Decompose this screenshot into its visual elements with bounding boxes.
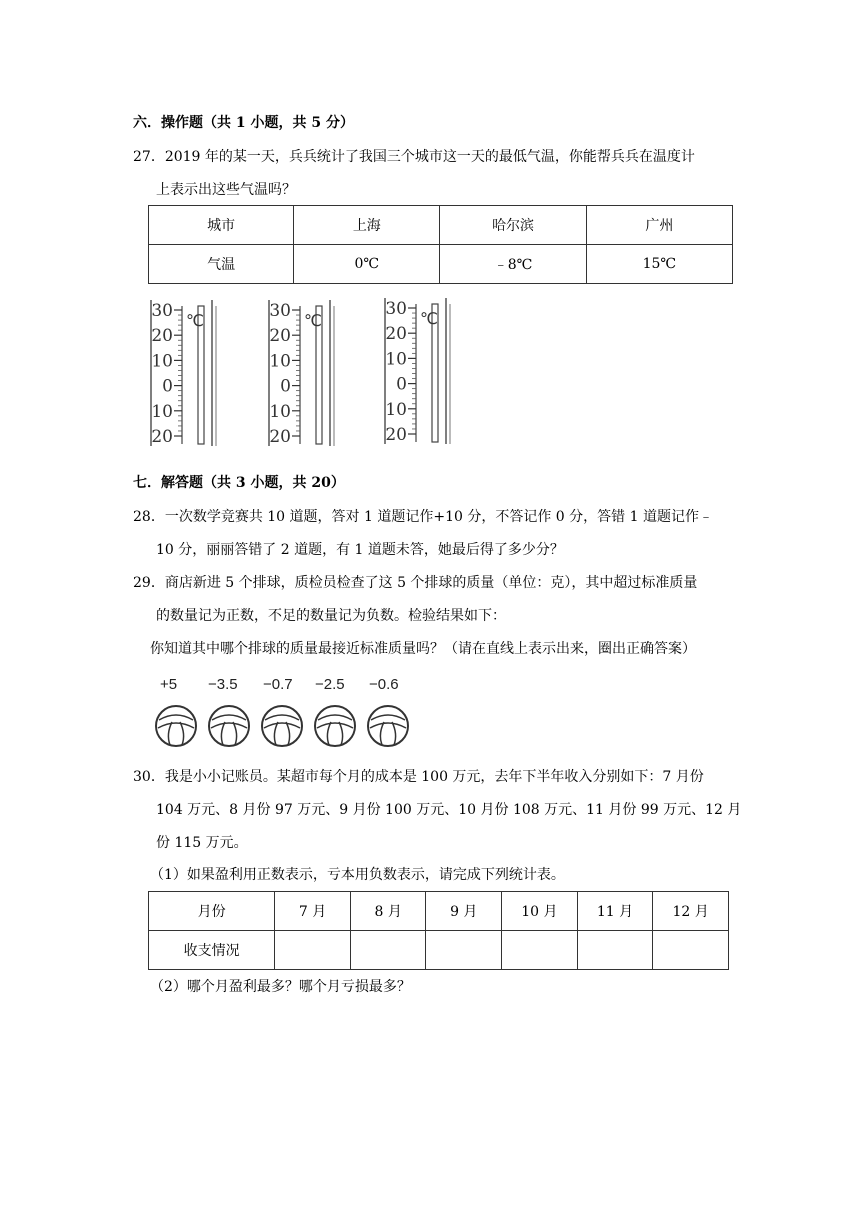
- table-cell: 气温: [149, 245, 294, 284]
- table-cell: 8 月: [350, 892, 426, 931]
- q30-sub1: （1）如果盈利用正数表示，亏本用负数表示，请完成下列统计表。: [150, 867, 565, 883]
- tick-label: 10: [385, 399, 407, 420]
- tick-label: 10: [151, 401, 173, 422]
- thermometer-shanghai: [148, 298, 220, 448]
- table-row: [149, 892, 729, 931]
- answer-cell[interactable]: [350, 931, 426, 970]
- tick-label: 30: [269, 301, 291, 321]
- section-seven-heading: 七．解答题（共 3 小题，共 20）: [133, 475, 345, 491]
- celsius-unit-label: ℃: [304, 311, 322, 330]
- ball-label: −0.7: [263, 676, 293, 693]
- ball-label: −2.5: [315, 676, 345, 693]
- section-six-heading: 六．操作题（共 1 小题，共 5 分）: [133, 115, 354, 131]
- table-row: [149, 206, 733, 245]
- city-temperature-table: [148, 205, 733, 284]
- table-cell: 10 月: [502, 892, 578, 931]
- ball-label: +5: [160, 676, 178, 693]
- profit-loss-table: [148, 891, 729, 970]
- q27-text-line2: 上表示出这些气温吗？: [156, 182, 296, 198]
- tick-label: 20: [385, 425, 407, 445]
- q29-text-line1: 29．商店新进 5 个排球，质检员检查了这 5 个排球的质量（单位：克），其中超过标准质量: [133, 575, 698, 591]
- thermometer-guangzhou: [382, 296, 454, 446]
- table-cell: 月份: [149, 892, 275, 931]
- tick-label: 20: [151, 326, 173, 347]
- tick-label: 10: [269, 351, 291, 372]
- tick-label: 30: [151, 301, 173, 321]
- q29-text-line2: 的数量记为正数，不足的数量记为负数。检验结果如下：: [156, 608, 506, 624]
- volleyball-row: [150, 672, 420, 750]
- table-cell: ﹣8℃: [440, 245, 586, 284]
- tick-label: 30: [385, 299, 407, 319]
- tick-label: 10: [269, 401, 291, 422]
- q30-text-line1: 30．我是小小记账员。某超市每个月的成本是 100 万元，去年下半年收入分别如下：7 月份: [133, 769, 704, 785]
- tick-label: 20: [151, 427, 173, 447]
- volleyball-icon: [262, 706, 302, 746]
- table-cell: 12 月: [653, 892, 729, 931]
- table-cell: 哈尔滨: [440, 206, 586, 245]
- ball-label: −3.5: [208, 676, 238, 693]
- q28-text-line2: 10 分，丽丽答错了 2 道题，有 1 道题未答，她最后得了多少分？: [156, 542, 564, 558]
- tick-label: 10: [151, 351, 173, 372]
- tick-label: 0: [396, 374, 407, 395]
- thermometer-scale: [148, 298, 220, 448]
- volleyball-icon: [315, 706, 355, 746]
- tick-label: 0: [280, 376, 291, 397]
- volleyball-icon: [156, 706, 196, 746]
- ball-label: −0.6: [369, 676, 399, 693]
- answer-cell[interactable]: [653, 931, 729, 970]
- table-cell: 上海: [294, 206, 440, 245]
- q29-text-line3: 你知道其中哪个排球的质量最接近标准质量吗？（请在直线上表示出来，圈出正确答案）: [150, 641, 696, 657]
- answer-cell[interactable]: [502, 931, 578, 970]
- table-cell: 城市: [149, 206, 294, 245]
- table-cell: 收支情况: [149, 931, 275, 970]
- table-cell: 0℃: [294, 245, 440, 284]
- q28-text-line1: 28．一次数学竞赛共 10 道题，答对 1 道题记作+10 分，不答记作 0 分，答错 1 道题记作﹣: [133, 509, 713, 525]
- q30-text-line3: 份 115 万元。: [156, 835, 248, 851]
- q30-sub2: （2）哪个月盈利最多？哪个月亏损最多？: [150, 979, 411, 995]
- table-cell: 15℃: [586, 245, 732, 284]
- tick-label: 10: [385, 349, 407, 370]
- tick-label: 20: [385, 324, 407, 345]
- answer-cell[interactable]: [275, 931, 351, 970]
- tick-label: 0: [162, 376, 173, 397]
- tick-label: 20: [269, 326, 291, 347]
- q30-text-line2: 104 万元、8 月份 97 万元、9 月份 100 万元、10 月份 108 万元、11 月份 99 万元、12 月: [156, 802, 742, 818]
- answer-cell[interactable]: [426, 931, 502, 970]
- table-cell: 广州: [586, 206, 732, 245]
- table-row: [149, 245, 733, 284]
- volleyball-icon: [368, 706, 408, 746]
- answer-cell[interactable]: [577, 931, 653, 970]
- volleyball-icon: [209, 706, 249, 746]
- thermometer-harbin: [266, 298, 338, 448]
- table-cell: 7 月: [275, 892, 351, 931]
- thermometer-scale: [266, 298, 338, 448]
- volleyball-icons: [150, 702, 420, 750]
- celsius-unit-label: ℃: [420, 309, 438, 328]
- table-cell: 11 月: [577, 892, 653, 931]
- celsius-unit-label: ℃: [186, 311, 204, 330]
- thermometer-scale: [382, 296, 454, 446]
- table-row: [149, 931, 729, 970]
- table-cell: 9 月: [426, 892, 502, 931]
- q27-text-line1: 27．2019 年的某一天，兵兵统计了我国三个城市这一天的最低气温，你能帮兵兵在温度计: [133, 149, 695, 165]
- tick-label: 20: [269, 427, 291, 447]
